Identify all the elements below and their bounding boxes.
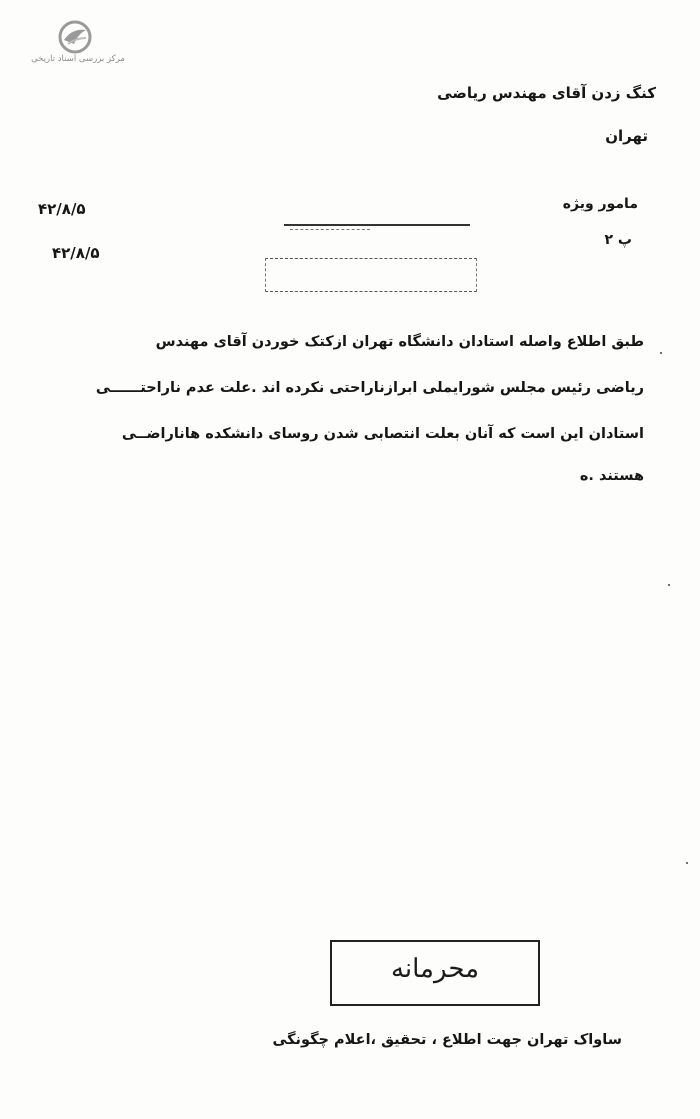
reference-label: مامور ویژه — [562, 196, 638, 212]
footer-instruction: ساواک تهران جهت اطلاع ، تحقیق ،اعلام چگونگی — [272, 1032, 622, 1048]
date-primary: ۴۲/۸/۵ — [38, 200, 86, 218]
scan-speck — [686, 862, 688, 864]
archive-center-logo-icon — [56, 20, 94, 54]
confidential-stamp — [330, 940, 540, 1006]
body-line-1: طبق اطلاع واصله استادان دانشگاه تهران ازکتک خوردن آقای مهندس — [155, 334, 644, 350]
archive-logo — [28, 18, 128, 70]
body-line-3: استادان این است که آنان بعلت انتصابی شدن روسای دانشکده هاناراضــی — [121, 426, 644, 442]
date-secondary: ۴۲/۸/۵ — [52, 244, 100, 262]
redaction-line-dashed — [290, 229, 370, 230]
scan-speck — [668, 584, 670, 586]
stamp-text: محرمانه — [390, 954, 480, 984]
scan-speck — [660, 352, 662, 354]
reference-number: پ ۲ — [604, 232, 632, 248]
body-line-4: هستند .ه — [579, 468, 644, 484]
watermark-text: مرکز بررسی اسناد تاریخی — [31, 54, 125, 64]
recipient-line: کنگ زدن آقای مهندس ریاضی — [437, 84, 656, 102]
body-line-2: ریاضی رئیس مجلس شورایملی ابرازناراحتی نکرده اند .علت عدم ناراحتــــــی — [95, 380, 644, 396]
redaction-line — [284, 224, 470, 226]
recipient-city: تهران — [605, 127, 648, 145]
redacted-box — [265, 258, 477, 292]
